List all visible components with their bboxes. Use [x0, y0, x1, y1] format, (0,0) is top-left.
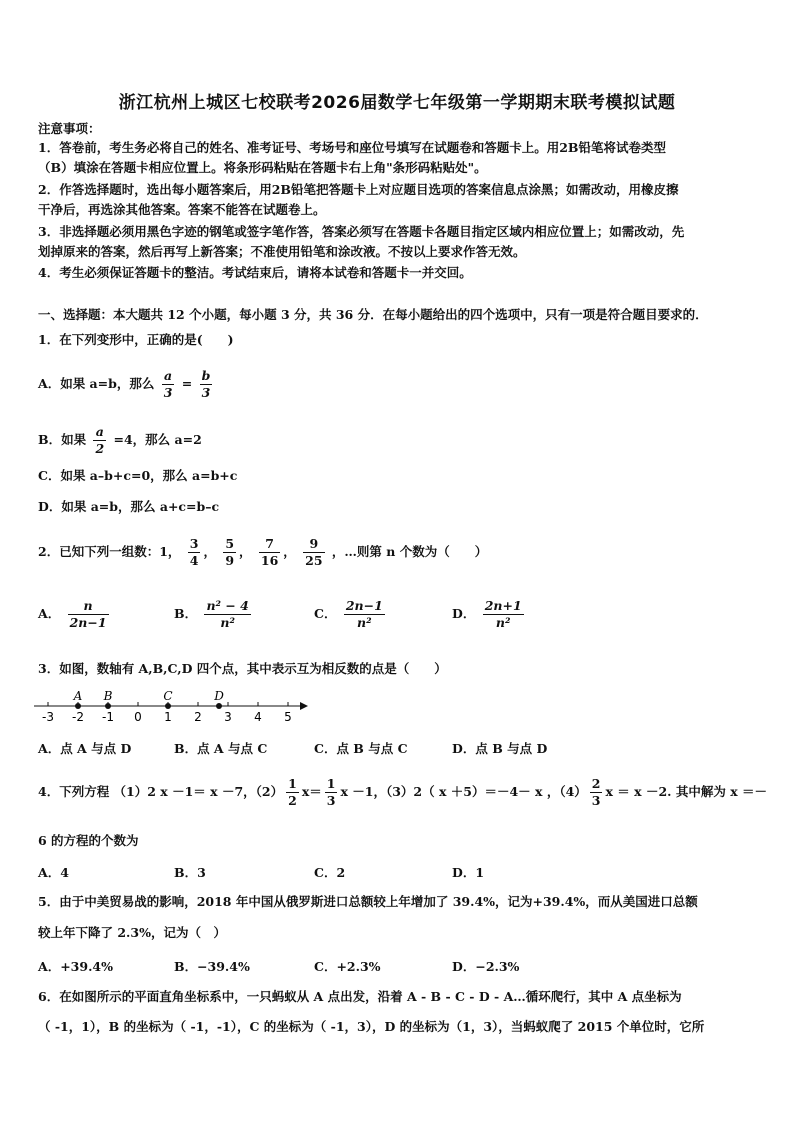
question-5-stem-line2: 较上年下降了 2.3%，记为（ ） — [38, 925, 226, 940]
question-4-stem-line2: 6 的方程的个数为 — [38, 833, 139, 848]
question-5-stem: 5．由于中美贸易战的影响，2018 年中国从俄罗斯进口总额较上年增加了 39.4%，记为+39.4%，而从美国进口总额 — [38, 894, 698, 909]
question-2-option-b: B． $\frac{\text{n² − 4}}{\text{n²}}$ — [174, 598, 249, 630]
axis-tick-label: 2 — [194, 710, 202, 724]
question-3-option-d: D．点 B 与点 D — [452, 741, 548, 756]
point-label: B — [103, 689, 113, 703]
point-b — [105, 703, 111, 709]
number-line-figure — [30, 688, 320, 730]
notice-item: 1．答卷前，考生务必将自己的姓名、准考证号、考场号和座位号填写在试题卷和答题卡上。用2B铅笔将试卷类型 — [38, 140, 666, 155]
question-3-option-a: A．点 A 与点 D — [38, 741, 132, 756]
section-heading: 一、选择题：本大题共 12 个小题，每小题 3 分，共 36 分．在每小题给出的四个选项中，只有一项是符合题目要求的． — [38, 307, 708, 322]
question-4-stem: 4．下列方程 （1）2 x －1＝ x －7，（2） $\frac{1}{2}$ x＝ $\frac{1}{3}$ x －1，（3）2（ x ＋5）＝－4－ x ，（4） $\frac{2}{3}$ x ＝ x －2. 其中解为 x ＝－ — [38, 776, 768, 808]
notice-item: 3．非选择题必须用黑色字迹的钢笔或签字笔作答，答案必须写在答题卡各题目指定区域内相应位置上；如需改动，先 — [38, 224, 685, 239]
point-a — [75, 703, 81, 709]
question-1-option-b: B．如果 $\frac{a}{2}$ =4，那么 a=2 — [38, 424, 202, 456]
notice-item: （B）填涂在答题卡相应位置上。将条形码粘贴在答题卡右上角"条形码粘贴处"。 — [38, 160, 487, 175]
question-2-option-d: D． $\frac{2n+1}{\text{n²}}$ — [452, 598, 522, 630]
question-5-option-a: A．+39.4% — [38, 959, 113, 974]
notice-item: 2．作答选择题时，选出每小题答案后，用2B铅笔把答题卡上对应题目选项的答案信息点涂黑；如需改动，用橡皮擦 — [38, 182, 679, 197]
question-4-option-b: B．3 — [174, 865, 206, 880]
question-6-stem: 6．在如图所示的平面直角坐标系中，一只蚂蚁从 A 点出发，沿着 A - B - C - D - A…循环爬行，其中 A 点坐标为 — [38, 989, 682, 1004]
point-label: A — [73, 689, 83, 703]
question-2-option-a: A． $\frac{n}{2n-1}$ — [38, 598, 107, 630]
question-5-option-d: D．−2.3% — [452, 959, 520, 974]
question-1-option-d: D．如果 a=b，那么 a+c=b–c — [38, 499, 220, 514]
axis-arrow-icon — [300, 702, 308, 710]
page-title: 浙江杭州上城区七校联考2026届数学七年级第一学期期末联考模拟试题 — [118, 93, 676, 113]
axis-tick-label: -2 — [72, 710, 84, 724]
axis-tick-label: -1 — [102, 710, 114, 724]
question-2-stem: 2．已知下列一组数：1， $\frac{3}{4}$ ， $\frac{5}{9}$ ， $\frac{7}{16}$ ， $\frac{9}{25}$ ，…则第 n 个数为（ ） — [38, 536, 488, 568]
point-label: C — [163, 689, 173, 703]
point-d — [216, 703, 222, 709]
question-4-option-c: C．2 — [314, 865, 346, 880]
question-3-stem: 3．如图，数轴有 A,B,C,D 四个点，其中表示互为相反数的点是（ ） — [38, 661, 447, 676]
axis-tick-label: 4 — [254, 710, 262, 724]
axis-tick-label: 0 — [134, 710, 142, 724]
question-5-option-c: C．+2.3% — [314, 959, 381, 974]
axis-tick-label: -3 — [42, 710, 54, 724]
question-3-option-b: B．点 A 与点 C — [174, 741, 268, 756]
question-5-option-b: B．−39.4% — [174, 959, 250, 974]
point-c — [165, 703, 171, 709]
axis-tick-label: 1 — [164, 710, 172, 724]
notice-item: 4．考生必须保证答题卡的整洁。考试结束后，请将本试卷和答题卡一并交回。 — [38, 265, 472, 280]
point-label: D — [214, 689, 224, 703]
question-4-option-a: A．4 — [38, 865, 69, 880]
question-1-stem: 1．在下列变形中，正确的是( ) — [38, 332, 234, 347]
question-2-option-c: C． $\frac{2n-1}{\text{n²}}$ — [314, 598, 383, 630]
notice-item: 干净后，再选涂其他答案。答案不能答在试题卷上。 — [38, 202, 326, 217]
question-3-option-c: C．点 B 与点 C — [314, 741, 408, 756]
axis-tick-label: 3 — [224, 710, 232, 724]
question-1-option-a: A．如果 a=b，那么 $\frac{a}{3}$ = $\frac{b}{3}$ — [38, 368, 211, 400]
notice-heading: 注意事项： — [38, 121, 101, 136]
question-6-stem-line2: （ -1，1），B 的坐标为（ -1，-1），C 的坐标为（ -1，3），D 的坐标为（1，3），当蚂蚁爬了 2015 个单位时，它所 — [38, 1019, 705, 1034]
notice-item: 划掉原来的答案，然后再写上新答案；不准使用铅笔和涂改液。不按以上要求作答无效。 — [38, 244, 526, 259]
axis-tick-label: 5 — [284, 710, 292, 724]
question-4-option-d: D．1 — [452, 865, 485, 880]
question-1-option-c: C．如果 a–b+c=0，那么 a=b+c — [38, 468, 238, 483]
